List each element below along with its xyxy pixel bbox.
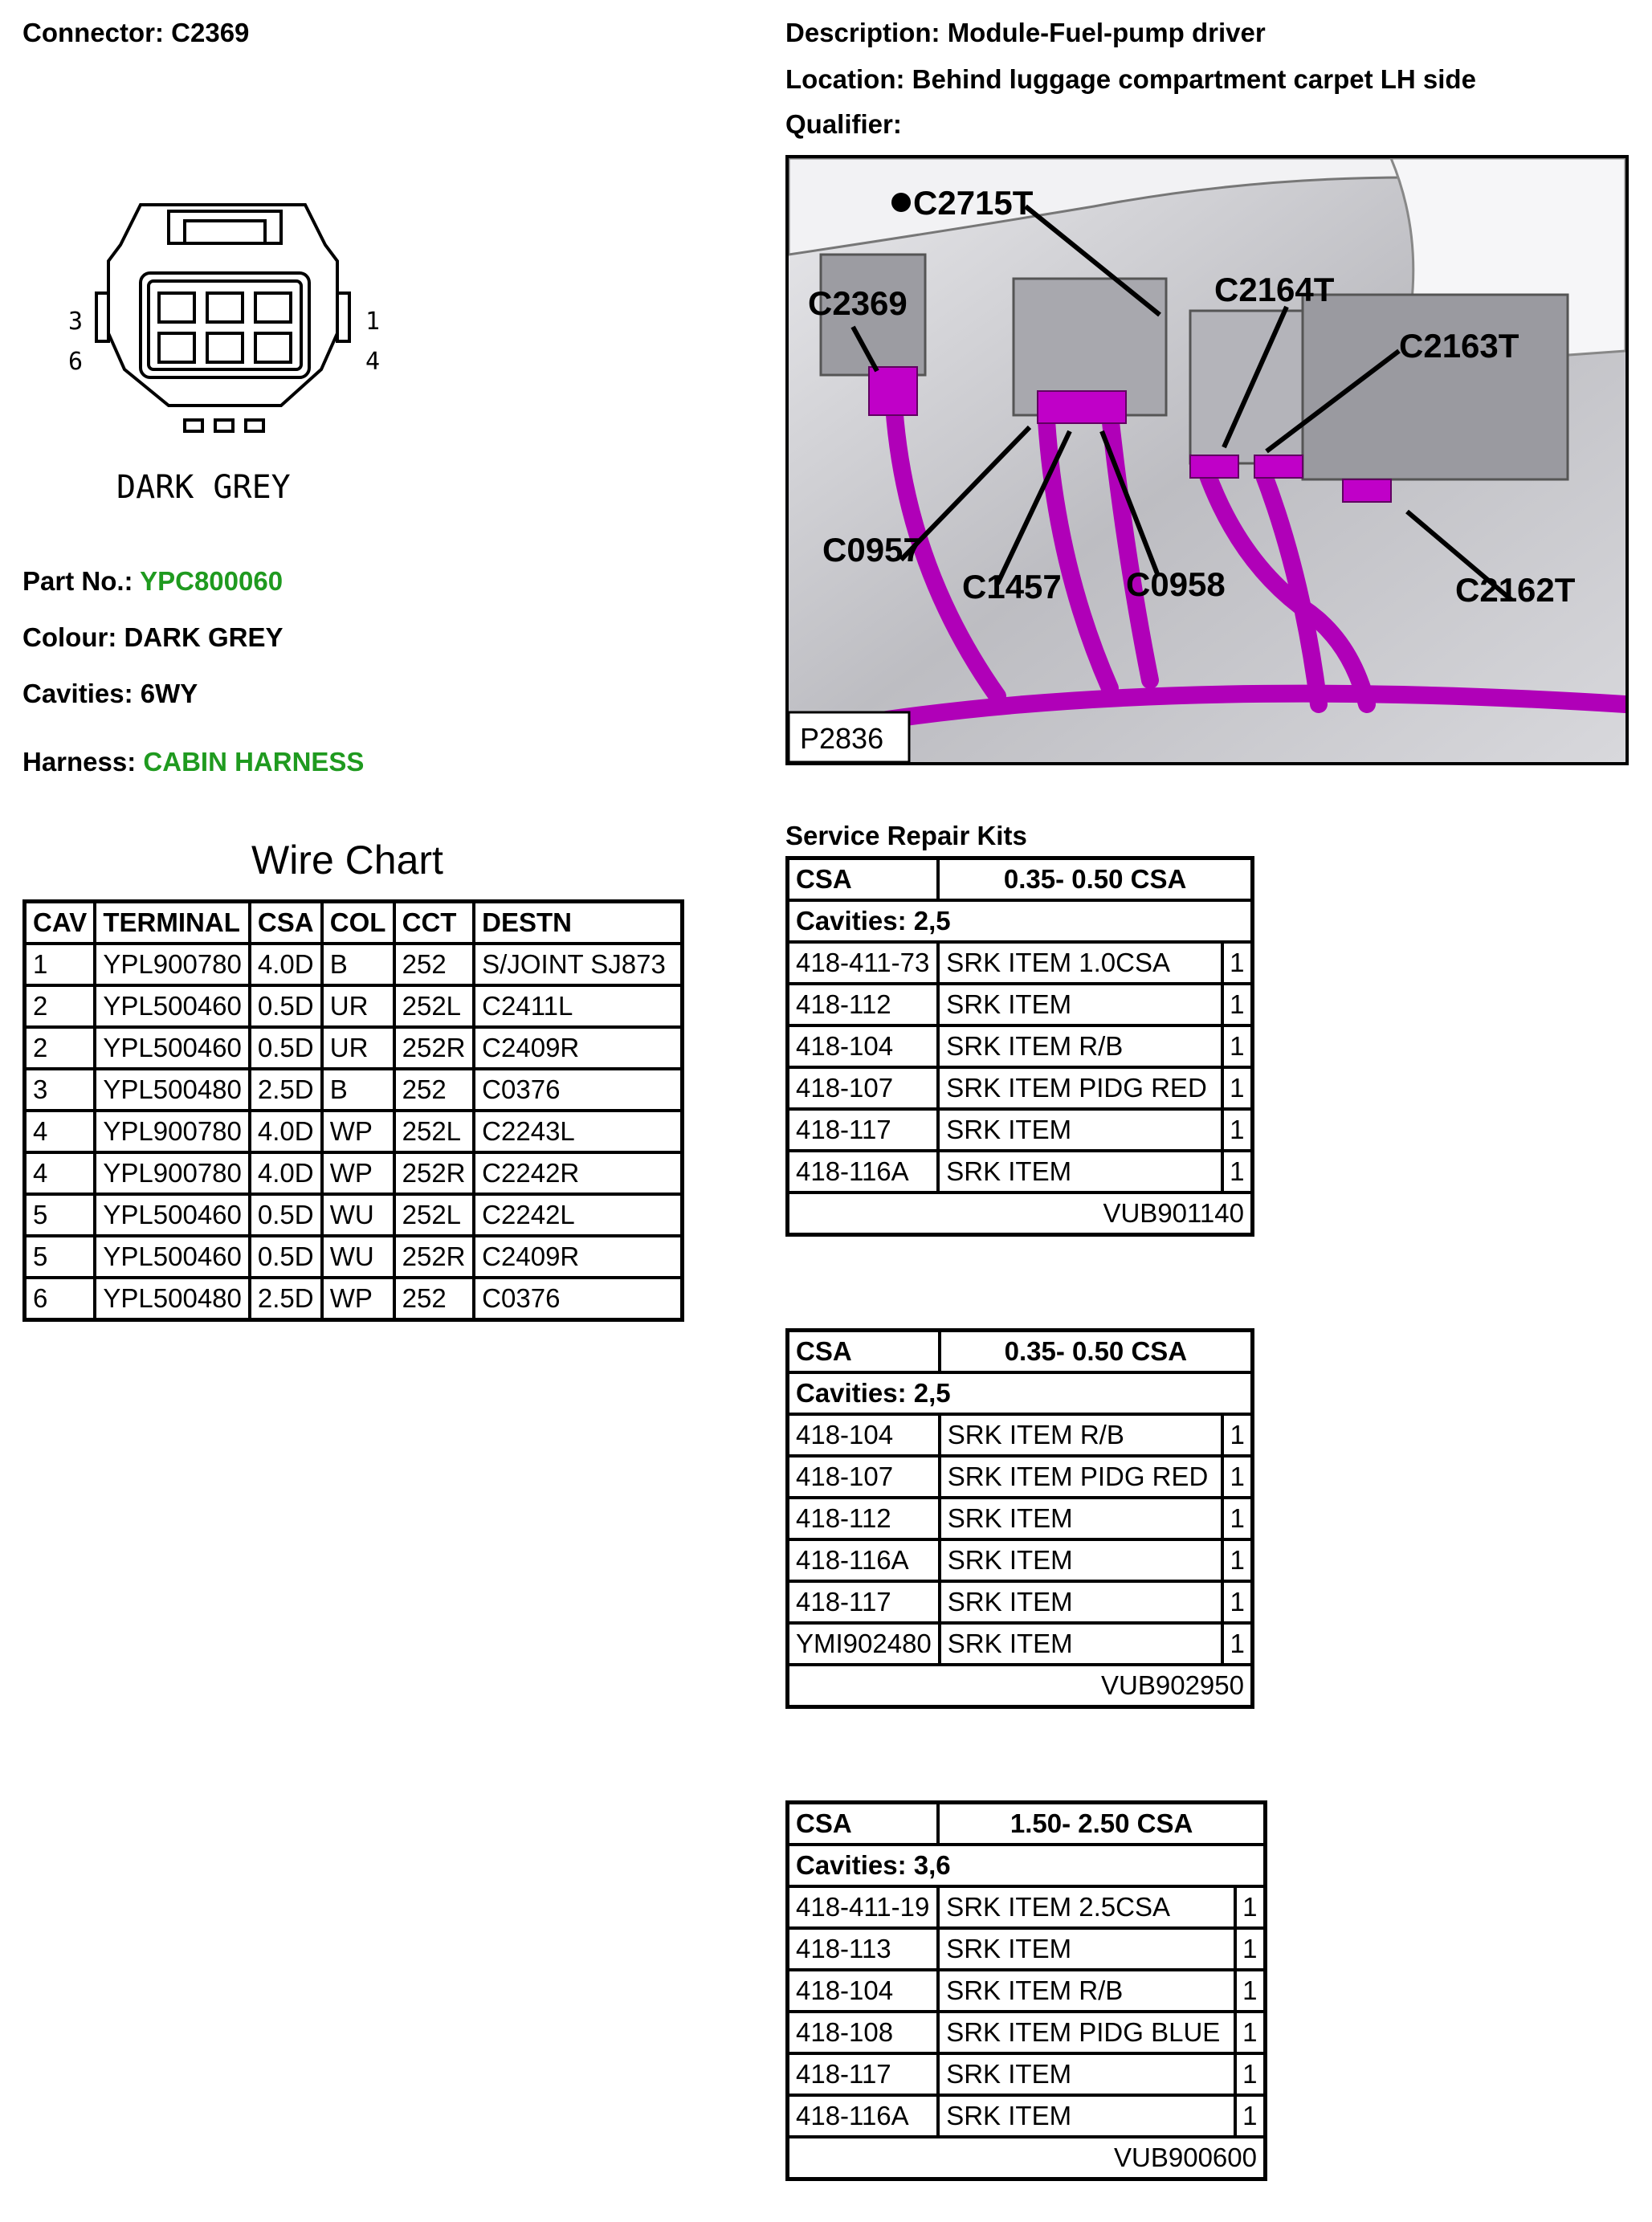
wire-chart-cell: C2409R	[474, 1236, 682, 1278]
wire-chart-header: CCT	[394, 902, 475, 944]
kit-item-desc: SRK ITEM PIDG RED	[940, 1456, 1222, 1498]
wire-chart-table	[22, 899, 684, 1322]
wire-chart-cell: 2	[25, 985, 96, 1027]
kit-item-qty: 1	[1235, 1886, 1266, 1928]
kit-item-qty: 1	[1222, 1456, 1252, 1498]
kit-item-desc: SRK ITEM	[938, 1151, 1222, 1193]
cavities: Cavities: 6WY	[22, 679, 198, 708]
kit-cavities: Cavities: 3,6	[788, 1845, 1266, 1886]
callout-c2164t: C2164T	[1214, 271, 1335, 308]
kit-cavities: Cavities: 2,5	[788, 1372, 1253, 1414]
kit-csa-label: CSA	[788, 1331, 940, 1373]
kit-csa-range: 0.35- 0.50 CSA	[938, 858, 1252, 901]
kit-item-qty: 1	[1222, 1151, 1253, 1193]
wire-chart-cell: 252	[394, 944, 475, 985]
kit-item-desc: SRK ITEM	[938, 2053, 1234, 2095]
callout-c0957: C0957	[822, 531, 922, 569]
wire-chart-cell: YPL500460	[95, 985, 250, 1027]
wire-chart-cell: 5	[25, 1236, 96, 1278]
kit-item-row	[788, 1539, 1253, 1581]
wire-chart-cell: YPL500480	[95, 1278, 250, 1320]
wire-chart-cell: 252R	[394, 1027, 475, 1069]
kit-csa-label: CSA	[788, 1803, 939, 1845]
kit-item-row	[788, 1928, 1266, 1970]
wire-chart-cell: C2243L	[474, 1111, 682, 1152]
wire-chart-cell: YPL900780	[95, 1111, 250, 1152]
kit-csa-label: CSA	[788, 858, 939, 901]
wire-chart-cell: 252	[394, 1069, 475, 1111]
wire-chart-cell: 6	[25, 1278, 96, 1320]
repair-kit-table	[785, 856, 1254, 1237]
wire-chart-cell: YPL900780	[95, 1152, 250, 1194]
kit-csa-range: 0.35- 0.50 CSA	[940, 1331, 1253, 1373]
kit-item-part: 418-113	[788, 1928, 939, 1970]
kit-csa-range: 1.50- 2.50 CSA	[938, 1803, 1265, 1845]
kit-item-qty: 1	[1222, 1109, 1253, 1151]
part-number	[22, 566, 283, 597]
kit-item-row	[788, 1498, 1253, 1539]
wire-chart-cell: 0.5D	[250, 1027, 322, 1069]
kit-item-qty: 1	[1222, 984, 1253, 1025]
service-repair-kits-title: Service Repair Kits	[785, 821, 1027, 850]
kit-item-desc: SRK ITEM 2.5CSA	[938, 1886, 1234, 1928]
wire-chart-cell: WU	[322, 1194, 394, 1236]
kit-item-row	[788, 2095, 1266, 2137]
kit-item-part: 418-116A	[788, 1539, 940, 1581]
kit-item-desc: SRK ITEM	[938, 1109, 1222, 1151]
kit-item-qty: 1	[1222, 942, 1253, 984]
wire-chart-row	[25, 985, 683, 1027]
kit-item-qty: 1	[1222, 1067, 1253, 1109]
kit-item-desc: SRK ITEM	[940, 1539, 1222, 1581]
kit-number: VUB901140	[788, 1193, 1253, 1235]
wire-chart-cell: C0376	[474, 1069, 682, 1111]
kit-item-desc: SRK ITEM R/B	[940, 1414, 1222, 1456]
kit-item-part: 418-117	[788, 2053, 939, 2095]
kit-item-qty: 1	[1235, 2012, 1266, 2053]
pin-1-label: 1	[365, 308, 381, 336]
kit-item-row	[788, 942, 1253, 984]
kit-item-row	[788, 1151, 1253, 1193]
wire-chart-cell: C2242R	[474, 1152, 682, 1194]
wire-chart-header: DESTN	[474, 902, 682, 944]
wire-chart-cell: YPL500460	[95, 1194, 250, 1236]
repair-kit-table	[785, 1328, 1254, 1709]
wire-chart-cell: WU	[322, 1236, 394, 1278]
connector-title: Connector: C2369	[22, 18, 250, 47]
harness	[22, 747, 364, 777]
kit-item-row	[788, 2053, 1266, 2095]
kit-item-part: 418-411-73	[788, 942, 939, 984]
harness-value: CABIN HARNESS	[143, 747, 365, 777]
wire-chart-cell: YPL500480	[95, 1069, 250, 1111]
kit-item-part: 418-104	[788, 1025, 939, 1067]
wire-chart-cell: 252	[394, 1278, 475, 1320]
connector-colour-label: DARK GREY	[116, 469, 291, 506]
kit-item-part: 418-107	[788, 1456, 940, 1498]
wire-chart-cell: 4.0D	[250, 944, 322, 985]
wire-chart-row	[25, 944, 683, 985]
qualifier: Qualifier:	[785, 109, 902, 139]
wire-chart-cell: 1	[25, 944, 96, 985]
kit-item-qty: 1	[1222, 1498, 1252, 1539]
callout-c2162t: C2162T	[1455, 571, 1576, 609]
wire-chart-title: Wire Chart	[251, 838, 443, 883]
kit-number: VUB900600	[788, 2137, 1266, 2179]
kit-item-part: YMI902480	[788, 1623, 940, 1665]
kit-item-qty: 1	[1222, 1025, 1253, 1067]
kit-item-desc: SRK ITEM	[938, 984, 1222, 1025]
part-number-label: Part No.:	[22, 566, 133, 596]
photo-ref: P2836	[800, 722, 884, 755]
kit-item-row	[788, 1970, 1266, 2012]
wire-chart-cell: 252L	[394, 1111, 475, 1152]
wire-chart-cell: 4.0D	[250, 1111, 322, 1152]
kit-item-part: 418-116A	[788, 2095, 939, 2137]
callout-c1457: C1457	[962, 568, 1062, 605]
wire-chart-cell: 0.5D	[250, 1194, 322, 1236]
wire-chart-cell: C2242L	[474, 1194, 682, 1236]
kit-item-part: 418-108	[788, 2012, 939, 2053]
wire-chart-cell: 252R	[394, 1236, 475, 1278]
kit-item-row	[788, 1623, 1253, 1665]
wire-chart-header: COL	[322, 902, 394, 944]
kit-item-part: 418-107	[788, 1067, 939, 1109]
wire-chart-row	[25, 1152, 683, 1194]
wire-chart-header: TERMINAL	[95, 902, 250, 944]
kit-item-row	[788, 1025, 1253, 1067]
wire-chart-cell: C2409R	[474, 1027, 682, 1069]
wire-chart-cell: YPL900780	[95, 944, 250, 985]
kit-item-row	[788, 1456, 1253, 1498]
kit-item-qty: 1	[1222, 1581, 1252, 1623]
wire-chart-cell: UR	[322, 985, 394, 1027]
callout-c2163t: C2163T	[1399, 327, 1519, 365]
wire-chart-row	[25, 1194, 683, 1236]
wire-chart-cell: YPL500460	[95, 1027, 250, 1069]
location: Location: Behind luggage compartment carpet LH side	[785, 64, 1476, 94]
wire-chart-cell: 0.5D	[250, 1236, 322, 1278]
kit-item-part: 418-117	[788, 1109, 939, 1151]
wire-chart-cell: 4	[25, 1111, 96, 1152]
kit-item-row	[788, 1067, 1253, 1109]
location-photo	[785, 155, 1629, 765]
kit-item-part: 418-104	[788, 1970, 939, 2012]
kit-item-qty: 1	[1235, 1928, 1266, 1970]
kit-item-desc: SRK ITEM	[938, 2095, 1234, 2137]
wire-chart-header: CAV	[25, 902, 96, 944]
kit-item-qty: 1	[1222, 1623, 1252, 1665]
wire-chart-cell: 2	[25, 1027, 96, 1069]
wire-chart-cell: B	[322, 944, 394, 985]
kit-item-part: 418-116A	[788, 1151, 939, 1193]
callout-c2715t: C2715T	[913, 184, 1034, 222]
wire-chart-cell: 0.5D	[250, 985, 322, 1027]
wire-chart-cell: 252L	[394, 1194, 475, 1236]
wire-chart-header: CSA	[250, 902, 322, 944]
callout-c0958: C0958	[1126, 565, 1226, 603]
kit-item-qty: 1	[1235, 1970, 1266, 2012]
kit-item-qty: 1	[1222, 1414, 1252, 1456]
kit-item-part: 418-411-19	[788, 1886, 939, 1928]
kit-item-desc: SRK ITEM	[938, 1928, 1234, 1970]
wire-chart-cell: B	[322, 1069, 394, 1111]
pin-4-label: 4	[365, 348, 381, 376]
kit-item-part: 418-117	[788, 1581, 940, 1623]
kit-item-desc: SRK ITEM PIDG RED	[938, 1067, 1222, 1109]
kit-item-part: 418-112	[788, 984, 939, 1025]
kit-item-part: 418-112	[788, 1498, 940, 1539]
kit-cavities: Cavities: 2,5	[788, 900, 1253, 942]
kit-item-desc: SRK ITEM R/B	[938, 1025, 1222, 1067]
colour: Colour: DARK GREY	[22, 622, 283, 652]
wire-chart-cell: 5	[25, 1194, 96, 1236]
wire-chart-cell: 252L	[394, 985, 475, 1027]
kit-item-qty: 1	[1235, 2053, 1266, 2095]
wire-chart-cell: WP	[322, 1278, 394, 1320]
kit-item-qty: 1	[1235, 2095, 1266, 2137]
wire-chart-cell: 4.0D	[250, 1152, 322, 1194]
kit-item-desc: SRK ITEM	[940, 1498, 1222, 1539]
wire-chart-cell: WP	[322, 1152, 394, 1194]
wire-chart-cell: YPL500460	[95, 1236, 250, 1278]
wire-chart-row	[25, 1278, 683, 1320]
kit-item-row	[788, 1109, 1253, 1151]
kit-item-row	[788, 1581, 1253, 1623]
repair-kit-table	[785, 1800, 1267, 2181]
harness-label: Harness:	[22, 747, 137, 777]
wire-chart-row	[25, 1236, 683, 1278]
wire-chart-row	[25, 1027, 683, 1069]
wire-chart-cell: WP	[322, 1111, 394, 1152]
wire-chart-cell: 2.5D	[250, 1069, 322, 1111]
kit-item-qty: 1	[1222, 1539, 1252, 1581]
part-number-value: YPC800060	[140, 566, 283, 596]
wire-chart-row	[25, 1069, 683, 1111]
wire-chart-cell: 252R	[394, 1152, 475, 1194]
kit-item-desc: SRK ITEM PIDG BLUE	[938, 2012, 1234, 2053]
description: Description: Module-Fuel-pump driver	[785, 18, 1266, 47]
wire-chart-cell: 2.5D	[250, 1278, 322, 1320]
kit-item-row	[788, 2012, 1266, 2053]
kit-item-row	[788, 984, 1253, 1025]
wire-chart-row	[25, 1111, 683, 1152]
wire-chart-cell: 4	[25, 1152, 96, 1194]
connector-face-diagram	[64, 189, 402, 510]
kit-item-row	[788, 1414, 1253, 1456]
kit-item-row	[788, 1886, 1266, 1928]
wire-chart-cell: S/JOINT SJ873	[474, 944, 682, 985]
pin-3-label: 3	[68, 308, 84, 336]
kit-item-desc: SRK ITEM 1.0CSA	[938, 942, 1222, 984]
kit-item-desc: SRK ITEM R/B	[938, 1970, 1234, 2012]
kit-item-desc: SRK ITEM	[940, 1623, 1222, 1665]
wire-chart-cell: 3	[25, 1069, 96, 1111]
kit-item-part: 418-104	[788, 1414, 940, 1456]
callout-c2369: C2369	[808, 284, 908, 322]
wire-chart-cell: C0376	[474, 1278, 682, 1320]
wire-chart-cell: C2411L	[474, 985, 682, 1027]
kit-item-desc: SRK ITEM	[940, 1581, 1222, 1623]
kit-number: VUB902950	[788, 1665, 1253, 1707]
wire-chart-cell: UR	[322, 1027, 394, 1069]
pin-6-label: 6	[68, 348, 84, 376]
